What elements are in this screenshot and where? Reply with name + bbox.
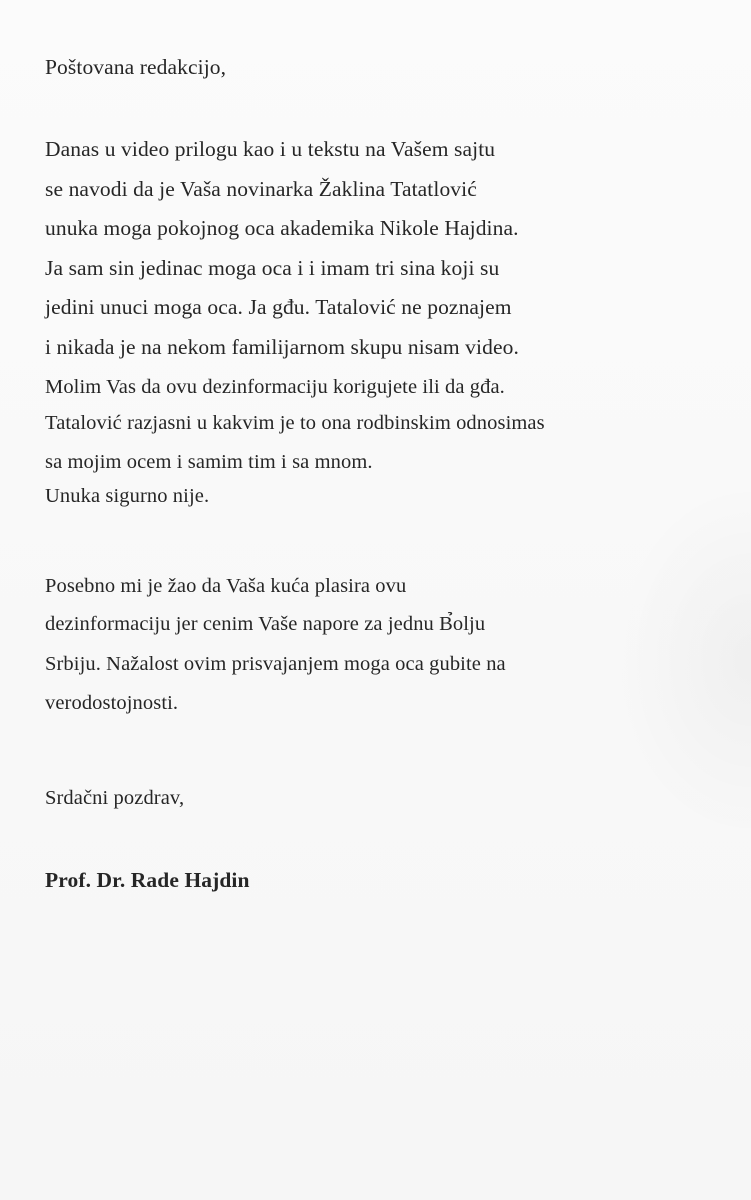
- paragraph1-line: i nikada je na nekom familijarnom skupu nisam video.: [45, 335, 519, 359]
- paper-shading: [611, 480, 751, 840]
- paragraph2-line: verodostojnosti.: [45, 692, 179, 714]
- paragraph2-line: Srbiju. Nažalost ovim prisvajanjem moga oca gubite na: [45, 653, 506, 675]
- paragraph1-line: Unuka sigurno nije.: [45, 485, 210, 507]
- closing: Srdačni pozdrav,: [45, 787, 185, 809]
- signature: Prof. Dr. Rade Hajdin: [45, 868, 250, 892]
- paragraph1-line: sa mojim ocem i samim tim i sa mnom.: [45, 451, 373, 473]
- paragraph2-line: dezinformaciju jer cenim Vaše napore za jednu B̉olju: [45, 613, 486, 635]
- paragraph1-line: se navodi da je Vaša novinarka Žaklina Tatatlović: [45, 177, 477, 201]
- paragraph1-line: jedini unuci moga oca. Ja gđu. Tatalović ne poznajem: [45, 295, 512, 319]
- paragraph1-line: Danas u video prilogu kao i u tekstu na Vašem sajtu: [45, 137, 496, 161]
- paragraph1-line: Ja sam sin jedinac moga oca i i imam tri sina koji su: [45, 256, 500, 280]
- salutation: Poštovana redakcijo,: [45, 55, 227, 79]
- paragraph1-line: Molim Vas da ovu dezinformaciju korigujete ili da gđa.: [45, 376, 505, 398]
- paragraph2-line: Posebno mi je žao da Vaša kuća plasira ovu: [45, 575, 407, 597]
- paragraph1-line: Tatalović razjasni u kakvim je to ona rodbinskim odnosimas: [45, 412, 545, 434]
- paragraph1-line: unuka moga pokojnog oca akademika Nikole Hajdina.: [45, 216, 519, 240]
